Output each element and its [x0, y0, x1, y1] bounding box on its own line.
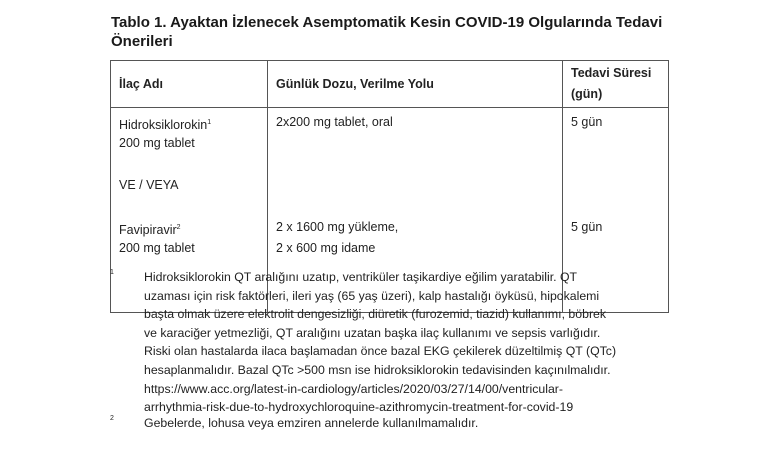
- footnote-line: uzaması için risk faktörleri, ileri yaş (65 yaş üzeri), kalp hastalığı öyküsü, hipokalemi: [144, 288, 600, 303]
- footnote-line: Gebelerde, lohusa veya emziren annelerde kullanılmamalıdır.: [144, 416, 479, 430]
- drug2-form: 200 mg tablet: [119, 241, 195, 255]
- connector-text: VE / VEYA: [119, 178, 179, 192]
- header-duration: [563, 61, 669, 108]
- footnote-1-marker: 1: [110, 269, 114, 276]
- footnote-link[interactable]: arrhythmia-risk-due-to-hydroxychloroquine-azithromycin-treatment-for-covid-19: [144, 400, 574, 415]
- drug2-dose-loading: 2 x 1600 mg yükleme,: [276, 220, 399, 234]
- footnote-line: ve karaciğer yetmezliği, QT aralığını uzatan başka ilaç kullanımı ve sepsis varlığıdır.: [144, 325, 601, 340]
- table-title: Tablo 1. Ayaktan İzlenecek Asemptomatik Kesin COVID-19 Olgularında Tedavi Önerileri: [111, 14, 663, 50]
- footnote-2-text: [144, 414, 679, 433]
- footnote-1-text: [144, 268, 679, 417]
- drug2-duration: 5 gün: [571, 220, 603, 234]
- drug1-duration: 5 gün: [571, 115, 603, 129]
- footnote-line: Riski olan hastalarda ilaca başlamadan önce bazal EKG çekilerek düzeltilmiş QT (QTc): [144, 344, 617, 359]
- drug1-dose: 2x200 mg tablet, oral: [276, 115, 393, 129]
- header-duration-label: Tedavi Süresi: [571, 66, 652, 80]
- table-header-row: [111, 61, 669, 108]
- drug2-name: Favipiravir$^2$: [119, 223, 181, 237]
- footnote-line: başta olmak üzere elektrolit dengesizliği, diüretik (furozemid, tiazid) kullanımı, böbrek: [144, 307, 607, 322]
- footnote-link[interactable]: https://www.acc.org/latest-in-cardiology/articles/2020/03/27/14/00/ventricular-: [144, 381, 563, 396]
- footnote-line: Hidroksiklorokin QT aralığını uzatıp, ventriküler taşikardiye eğilim yaratabilir. QT: [144, 270, 578, 284]
- header-drug-name: İlaç Adı: [111, 61, 268, 108]
- header-duration-unit: (gün): [571, 87, 603, 101]
- drug1-name: Hidroksiklorokin$^1$: [119, 118, 212, 132]
- header-daily-dose: Günlük Dozu, Verilme Yolu: [268, 61, 563, 108]
- footnote-2-marker: 2: [110, 415, 114, 422]
- drug1-footnote-ref: 1: [207, 119, 212, 126]
- drug1-form: 200 mg tablet: [119, 136, 195, 150]
- drug2-dose-maintenance: 2 x 600 mg idame: [276, 241, 376, 255]
- footnote-line: hesaplanmalıdır. Bazal QTc >500 msn ise hidroksiklorokin tedavisinden kaçınılmalıdır.: [144, 362, 611, 377]
- drug2-footnote-ref: 2: [176, 224, 181, 231]
